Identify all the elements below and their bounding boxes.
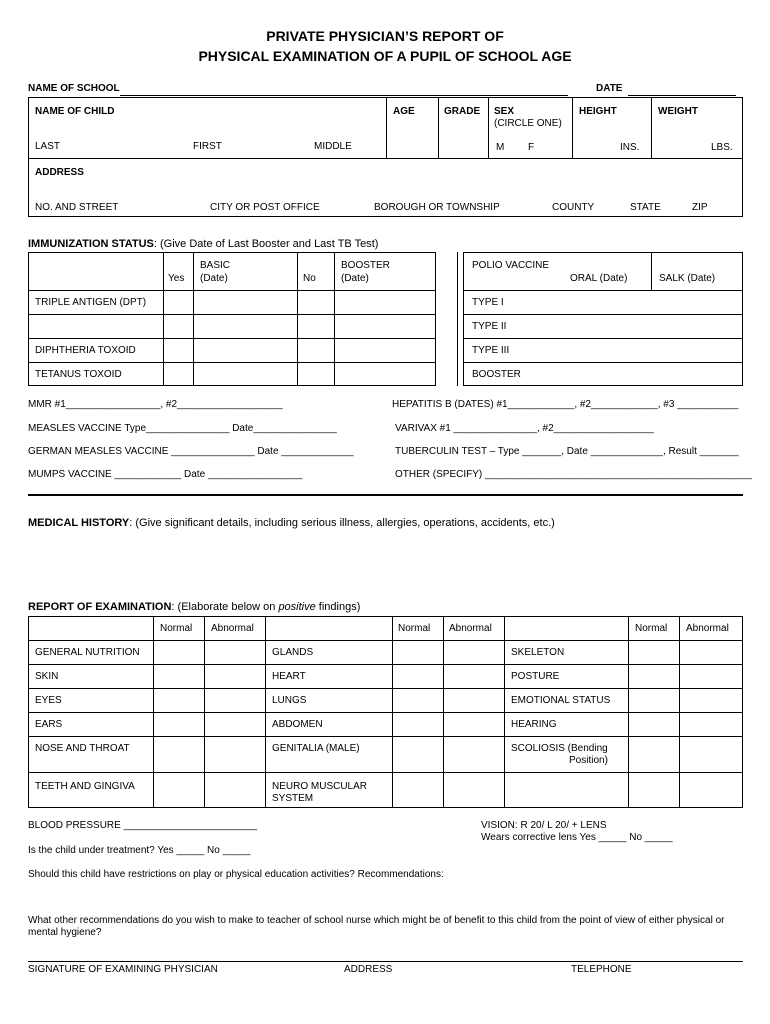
imm-basic-date: (Date) [200, 273, 228, 284]
imm-booster-date: (Date) [341, 273, 369, 284]
exam-row-2 [28, 664, 743, 665]
imm-div-2 [193, 252, 194, 386]
exam-posture: POSTURE [511, 671, 560, 682]
polio-type3: TYPE III [472, 345, 510, 356]
signature-label: SIGNATURE OF EXAMINING PHYSICIAN [28, 964, 218, 975]
hepatitis-b-field[interactable]: HEPATITIS B (DATES) #1____________, #2____________, #3 ___________ [392, 399, 739, 410]
first-name-label: FIRST [193, 141, 222, 152]
weight-label: WEIGHT [658, 106, 698, 117]
exam-heart: HEART [272, 671, 306, 682]
imm-row-4 [28, 362, 436, 363]
exam-scoliosis-line1: SCOLIOSIS (Bending [511, 743, 608, 754]
diphtheria-label: DIPHTHERIA TOXOID [35, 345, 136, 356]
sex-label: SEX [494, 106, 515, 117]
normal-header-3: Normal [635, 623, 668, 634]
address-label: ADDRESS [35, 167, 84, 178]
polio-booster: BOOSTER [472, 369, 521, 380]
imm-yes-header: Yes [168, 273, 185, 284]
abnormal-header-3: Abnormal [686, 623, 729, 634]
exam-emotional: EMOTIONAL STATUS [511, 695, 611, 706]
imm-row-2 [28, 314, 436, 315]
corrective-lens-field[interactable]: Wears corrective lens Yes _____ No _____ [481, 832, 673, 843]
sex-col-divider [488, 97, 489, 158]
signature-line[interactable] [28, 961, 743, 962]
polio-row-1 [463, 290, 743, 291]
exam-row-4 [28, 712, 743, 713]
imm-no-header: No [303, 273, 316, 284]
exam-teeth: TEETH AND GINGIVA [35, 781, 135, 792]
medical-history-heading: MEDICAL HISTORY: (Give significant details, including serious illness, allergies, operations, accidents, etc.) [28, 517, 555, 529]
exam-scoliosis-line2: Position) [569, 755, 608, 766]
date-input-line[interactable] [628, 95, 736, 96]
city-label: CITY OR POST OFFICE [210, 202, 320, 213]
restrictions-question: Should this child have restrictions on play or physical education activities? Recommendations: [28, 869, 444, 880]
polio-div [651, 252, 652, 290]
exam-lungs: LUNGS [272, 695, 307, 706]
immunization-left-grid [28, 252, 436, 386]
exam-row-1 [28, 640, 743, 641]
polio-row-4 [463, 362, 743, 363]
imm-booster-header: BOOSTER [341, 260, 390, 271]
treatment-field[interactable]: Is the child under treatment? Yes _____ No _____ [28, 845, 251, 856]
exam-abdomen: ABDOMEN [272, 719, 323, 730]
lbs-unit: LBS. [711, 142, 733, 153]
imm-div-4 [334, 252, 335, 386]
last-name-label: LAST [35, 141, 61, 152]
imm-basic-header: BASIC [200, 260, 231, 271]
immunization-end-rule [28, 494, 743, 496]
form-title-line1: PRIVATE PHYSICIAN’S REPORT OF [266, 28, 504, 44]
triple-antigen-label: TRIPLE ANTIGEN (DPT) [35, 297, 147, 308]
exam-row-3 [28, 688, 743, 689]
age-label: AGE [393, 106, 415, 117]
imm-div-1 [163, 252, 164, 386]
abnormal-header-2: Abnormal [449, 623, 492, 634]
exam-neuro-line1: NEURO MUSCULAR [272, 781, 368, 792]
exam-hearing: HEARING [511, 719, 557, 730]
tuberculin-field[interactable]: TUBERCULIN TEST – Type _______, Date _____________, Result _______ [395, 446, 739, 457]
grade-col-divider [438, 97, 439, 158]
sex-f-option[interactable]: F [528, 142, 535, 153]
zip-label: ZIP [692, 202, 708, 213]
ins-unit: INS. [620, 142, 640, 153]
weight-col-divider [651, 97, 652, 158]
street-label: NO. AND STREET [35, 202, 119, 213]
polio-type1: TYPE I [472, 297, 504, 308]
exam-skin: SKIN [35, 671, 59, 682]
exam-row-5 [28, 736, 743, 737]
vision-field[interactable]: VISION: R 20/ L 20/ + LENS [481, 820, 607, 831]
tetanus-label: TETANUS TOXOID [35, 369, 122, 380]
imm-row-3 [28, 338, 436, 339]
school-label: NAME OF SCHOOL [28, 83, 120, 94]
normal-header-1: Normal [160, 623, 193, 634]
exam-eyes: EYES [35, 695, 62, 706]
name-of-child-label: NAME OF CHILD [35, 106, 115, 117]
borough-label: BOROUGH OR TOWNSHIP [374, 202, 500, 213]
exam-glands: GLANDS [272, 647, 314, 658]
exam-neuro-line2: SYSTEM [272, 793, 314, 804]
polio-type2: TYPE II [472, 321, 507, 332]
date-label: DATE [596, 83, 623, 94]
exam-nose-throat: NOSE AND THROAT [35, 743, 130, 754]
middle-name-label: MIDDLE [314, 141, 352, 152]
recommendations-line2: mental hygiene? [28, 927, 102, 938]
other-field[interactable]: OTHER (SPECIFY) ________________________________________________ [395, 469, 752, 480]
exam-heading: REPORT OF EXAMINATION: (Elaborate below on positive findings) [28, 601, 361, 613]
normal-header-2: Normal [398, 623, 431, 634]
exam-ears: EARS [35, 719, 63, 730]
school-input-line[interactable] [120, 95, 568, 96]
polio-row-3 [463, 338, 743, 339]
polio-oral-header: ORAL (Date) [570, 273, 628, 284]
circle-one-label: (CIRCLE ONE) [494, 118, 562, 129]
polio-salk-header: SALK (Date) [659, 273, 716, 284]
address-sign-label: ADDRESS [344, 964, 393, 975]
immunization-heading: IMMUNIZATION STATUS: (Give Date of Last Booster and Last TB Test) [28, 238, 379, 250]
county-label: COUNTY [552, 202, 595, 213]
blood-pressure-field[interactable]: BLOOD PRESSURE ________________________ [28, 820, 258, 831]
mmr-field[interactable]: MMR #1_________________, #2___________________ [28, 399, 283, 410]
exam-row-6 [28, 772, 743, 773]
form-title-line2: PHYSICAL EXAMINATION OF A PUPIL OF SCHOOL AGE [198, 48, 572, 64]
polio-row-2 [463, 314, 743, 315]
sex-m-option[interactable]: M [496, 142, 505, 153]
height-col-divider [572, 97, 573, 158]
grade-label: GRADE [444, 106, 481, 117]
polio-vaccine-label: POLIO VACCINE [472, 260, 550, 271]
state-label: STATE [630, 202, 661, 213]
imm-div-3 [297, 252, 298, 386]
exam-genitalia: GENITALIA (MALE) [272, 743, 360, 754]
telephone-label: TELEPHONE [571, 964, 632, 975]
measles-field[interactable]: MEASLES VACCINE Type_______________ Date_______________ [28, 423, 337, 434]
medical-history-area[interactable] [28, 534, 743, 598]
recommendations-line1: What other recommendations do you wish to make to teacher of school nurse which might be of benefit to this child from the point of view of either physical or [28, 915, 725, 926]
mumps-field[interactable]: MUMPS VACCINE ____________ Date _________________ [28, 469, 303, 480]
age-col-divider [386, 97, 387, 158]
varivax-field[interactable]: VARIVAX #1 _______________, #2__________________ [395, 423, 654, 434]
german-measles-field[interactable]: GERMAN MEASLES VACCINE _______________ Date _____________ [28, 446, 354, 457]
polio-double-line [457, 252, 458, 386]
height-label: HEIGHT [579, 106, 617, 117]
abnormal-header-1: Abnormal [211, 623, 254, 634]
exam-skeleton: SKELETON [511, 647, 565, 658]
child-info-divider [28, 158, 743, 159]
exam-general-nutrition: GENERAL NUTRITION [35, 647, 140, 658]
imm-row-1 [28, 290, 436, 291]
